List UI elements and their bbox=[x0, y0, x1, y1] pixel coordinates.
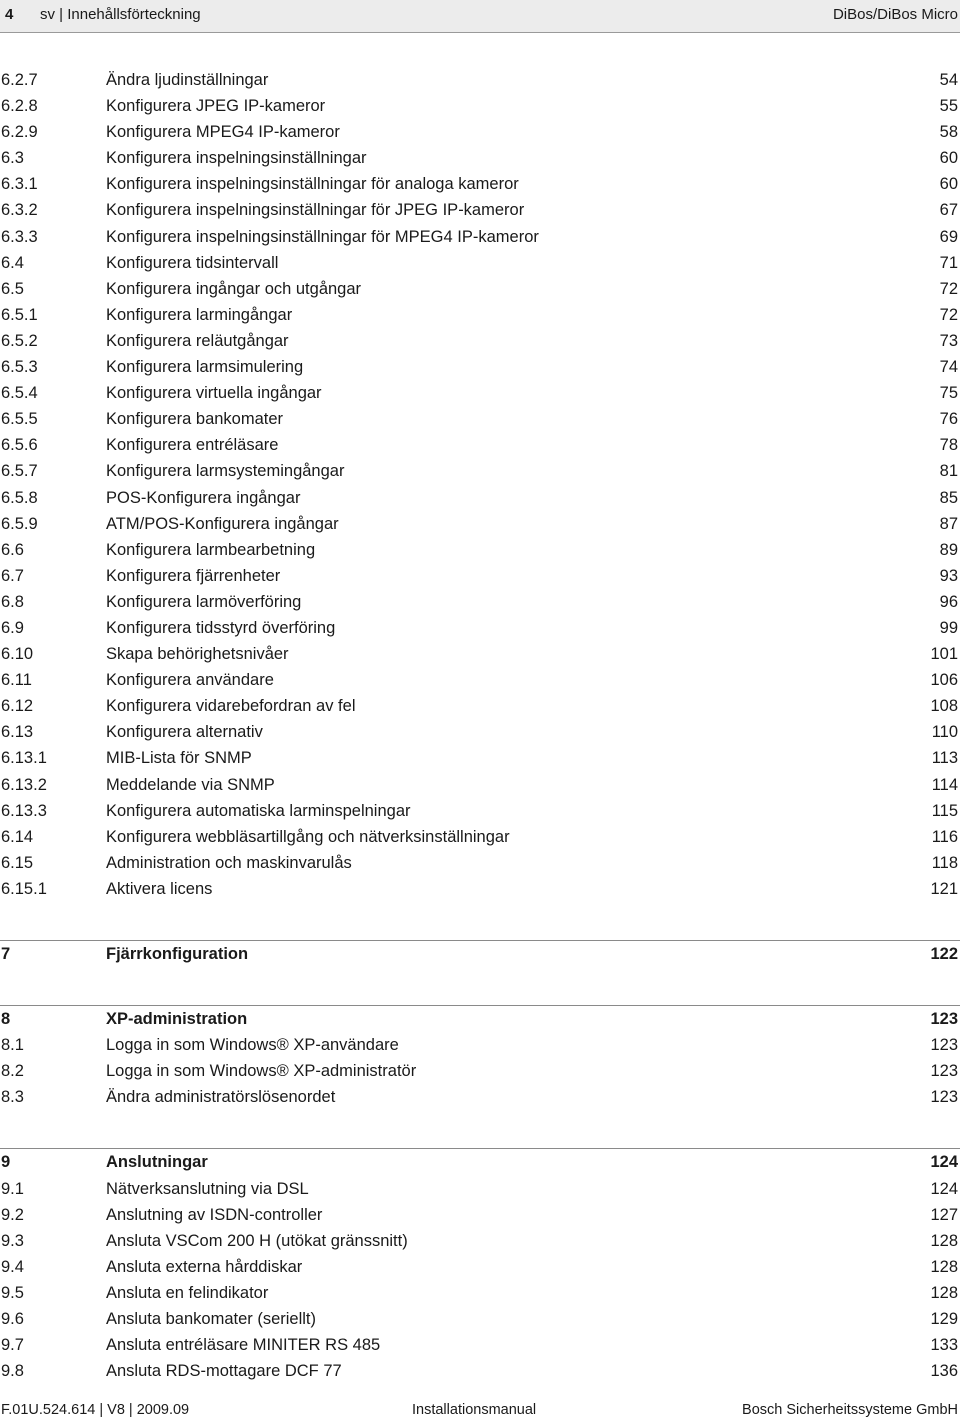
toc-entry-number: 6.2.9 bbox=[1, 123, 38, 142]
footer-company: Bosch Sicherheitssysteme GmbH bbox=[742, 1402, 958, 1418]
toc-row[interactable] bbox=[0, 1254, 960, 1280]
toc-entry-page: 121 bbox=[930, 879, 958, 898]
toc-row[interactable] bbox=[0, 537, 960, 563]
toc-entry-title: Konfigurera larmsimulering bbox=[106, 358, 304, 377]
toc-entry-number: 9.2 bbox=[1, 1205, 24, 1224]
toc-entry-title: Konfigurera larmbearbetning bbox=[106, 540, 316, 559]
toc-entry-page: 116 bbox=[931, 827, 958, 846]
toc-row[interactable] bbox=[0, 354, 960, 380]
toc-entry-page: 115 bbox=[931, 801, 958, 820]
toc-row[interactable] bbox=[0, 824, 960, 850]
toc-row[interactable] bbox=[0, 485, 960, 511]
toc-entry-title: Konfigurera bankomater bbox=[106, 410, 284, 429]
section-title: sv | Innehållsförteckning bbox=[40, 6, 201, 23]
toc-entry-number: 9.4 bbox=[1, 1257, 24, 1276]
toc-entry-title: Konfigurera automatiska larminspelningar bbox=[106, 801, 411, 820]
toc-entry-page: 76 bbox=[939, 410, 958, 429]
toc-entry-number: 6.7 bbox=[1, 566, 24, 585]
toc-entry-title: Konfigurera vidarebefordran av fel bbox=[106, 697, 356, 716]
toc-entry-title: MIB-Lista för SNMP bbox=[106, 749, 252, 768]
toc-entry-number: 6.13.2 bbox=[1, 775, 47, 794]
toc-entry-number: 6.14 bbox=[1, 827, 34, 846]
toc-entry-page: 75 bbox=[939, 384, 958, 403]
toc-row[interactable] bbox=[0, 615, 960, 641]
toc-entry-number: 6.5.6 bbox=[1, 436, 38, 455]
toc-entry-page: 58 bbox=[939, 123, 958, 142]
toc-row[interactable] bbox=[0, 1032, 960, 1058]
toc-entry-number: 6.5 bbox=[1, 279, 24, 298]
toc-row[interactable] bbox=[0, 432, 960, 458]
toc-entry-title: Konfigurera larmingångar bbox=[106, 305, 293, 324]
toc-row[interactable] bbox=[0, 119, 960, 145]
toc-entry-number: 8 bbox=[1, 1010, 11, 1029]
toc-row[interactable] bbox=[0, 1058, 960, 1084]
toc-entry-title: ATM/POS-Konfigurera ingångar bbox=[106, 514, 339, 533]
toc-entry-title: Konfigurera larmöverföring bbox=[106, 592, 302, 611]
toc-entry-title: Skapa behörighetsnivåer bbox=[106, 645, 289, 664]
toc-row[interactable] bbox=[0, 1176, 960, 1202]
toc-entry-title: Administration och maskinvarulås bbox=[106, 853, 352, 872]
toc-entry-title: POS-Konfigurera ingångar bbox=[106, 488, 301, 507]
toc-entry-page: 78 bbox=[939, 436, 958, 455]
toc-entry-page: 133 bbox=[930, 1336, 958, 1355]
toc-entry-page: 123 bbox=[930, 1036, 958, 1055]
toc-row[interactable] bbox=[0, 1358, 960, 1384]
toc-row[interactable] bbox=[0, 145, 960, 171]
toc-entry-title: Anslutning av ISDN-controller bbox=[106, 1205, 323, 1224]
toc-entry-page: 55 bbox=[939, 97, 958, 116]
toc-entry-number: 6.3.3 bbox=[1, 227, 38, 246]
toc-entry-title: Anslutningar bbox=[106, 1153, 208, 1172]
toc-row[interactable] bbox=[0, 876, 960, 902]
toc-entry-number: 6.5.9 bbox=[1, 514, 38, 533]
toc-row[interactable] bbox=[0, 250, 960, 276]
toc-row[interactable] bbox=[0, 589, 960, 615]
toc-chapter-row[interactable] bbox=[0, 940, 960, 967]
toc-entry-title: Konfigurera alternativ bbox=[106, 723, 263, 742]
toc-entry-title: Konfigurera användare bbox=[106, 671, 274, 690]
toc-entry-page: 114 bbox=[931, 775, 958, 794]
toc-entry-page: 128 bbox=[930, 1257, 958, 1276]
toc-row[interactable] bbox=[0, 171, 960, 197]
toc-entry-number: 6.8 bbox=[1, 592, 24, 611]
toc-entry-page: 110 bbox=[931, 723, 958, 742]
toc-entry-page: 67 bbox=[939, 201, 958, 220]
toc-row[interactable] bbox=[0, 328, 960, 354]
toc-entry-number: 9.3 bbox=[1, 1231, 24, 1250]
toc-entry-page: 101 bbox=[930, 645, 958, 664]
toc-entry-title: Meddelande via SNMP bbox=[106, 775, 275, 794]
toc-row[interactable] bbox=[0, 1228, 960, 1254]
toc-entry-number: 6.13 bbox=[1, 723, 34, 742]
toc-entry-page: 106 bbox=[930, 671, 958, 690]
toc-entry-page: 93 bbox=[939, 566, 958, 585]
toc-row[interactable] bbox=[0, 563, 960, 589]
toc-row[interactable] bbox=[0, 67, 960, 93]
page-header bbox=[0, 0, 960, 33]
toc-entry-title: Ansluta RDS-mottagare DCF 77 bbox=[106, 1362, 342, 1381]
table-of-contents bbox=[0, 67, 960, 1384]
toc-entry-title: Konfigurera webbläsartillgång och nätverksinställningar bbox=[106, 827, 510, 846]
toc-entry-number: 6.13.1 bbox=[1, 749, 47, 768]
toc-entry-number: 9.8 bbox=[1, 1362, 24, 1381]
toc-entry-page: 74 bbox=[939, 358, 958, 377]
toc-entry-title: Konfigurera entréläsare bbox=[106, 436, 279, 455]
toc-entry-number: 9 bbox=[1, 1153, 11, 1172]
toc-entry-title: Konfigurera reläutgångar bbox=[106, 331, 289, 350]
toc-entry-page: 73 bbox=[939, 331, 958, 350]
footer-doc-type: Installationsmanual bbox=[412, 1402, 537, 1418]
toc-row[interactable] bbox=[0, 224, 960, 250]
toc-entry-number: 6.5.1 bbox=[1, 305, 38, 324]
toc-entry-title: Ändra ljudinställningar bbox=[106, 71, 269, 89]
toc-entry-number: 6.10 bbox=[1, 645, 34, 664]
toc-entry-title: Ansluta externa hårddiskar bbox=[106, 1257, 303, 1276]
toc-entry-number: 6.13.3 bbox=[1, 801, 47, 820]
toc-row[interactable] bbox=[0, 458, 960, 484]
toc-entry-number: 6.2.7 bbox=[1, 71, 38, 89]
toc-row[interactable] bbox=[0, 667, 960, 693]
footer-doc-id: F.01U.524.614 | V8 | 2009.09 bbox=[1, 1402, 190, 1418]
toc-entry-title: Konfigurera virtuella ingångar bbox=[106, 384, 322, 403]
toc-entry-number: 7 bbox=[1, 945, 11, 963]
toc-entry-title: Konfigurera fjärrenheter bbox=[106, 566, 281, 585]
toc-row[interactable] bbox=[0, 641, 960, 667]
toc-entry-number: 6.15 bbox=[1, 853, 34, 872]
toc-entry-title: Ansluta bankomater (seriellt) bbox=[106, 1310, 317, 1329]
toc-row[interactable] bbox=[0, 772, 960, 798]
toc-entry-number: 9.1 bbox=[1, 1179, 24, 1198]
toc-entry-number: 8.1 bbox=[1, 1036, 24, 1055]
toc-row[interactable] bbox=[0, 719, 960, 745]
toc-entry-page: 128 bbox=[930, 1283, 958, 1302]
toc-entry-number: 6.5.7 bbox=[1, 462, 38, 481]
toc-entry-page: 124 bbox=[930, 1179, 958, 1198]
toc-entry-number: 9.5 bbox=[1, 1283, 24, 1302]
toc-row[interactable] bbox=[0, 276, 960, 302]
toc-entry-page: 123 bbox=[930, 1062, 958, 1081]
toc-row[interactable] bbox=[0, 380, 960, 406]
toc-entry-number: 6.11 bbox=[1, 671, 32, 690]
toc-entry-page: 118 bbox=[931, 853, 958, 872]
toc-row[interactable] bbox=[0, 406, 960, 432]
toc-entry-page: 113 bbox=[931, 749, 958, 768]
toc-row[interactable] bbox=[0, 1306, 960, 1332]
toc-entry-number: 6.9 bbox=[1, 618, 24, 637]
toc-entry-page: 129 bbox=[930, 1310, 958, 1329]
toc-entry-number: 6.3.2 bbox=[1, 201, 38, 220]
toc-row[interactable] bbox=[0, 197, 960, 223]
toc-chapter-row[interactable] bbox=[0, 1148, 960, 1175]
toc-row[interactable] bbox=[0, 302, 960, 328]
toc-entry-number: 6.6 bbox=[1, 540, 24, 559]
toc-entry-number: 6.4 bbox=[1, 253, 24, 272]
toc-entry-title: Nätverksanslutning via DSL bbox=[106, 1179, 309, 1198]
toc-entry-page: 122 bbox=[930, 945, 958, 963]
toc-entry-page: 136 bbox=[930, 1362, 958, 1381]
toc-row[interactable] bbox=[0, 1280, 960, 1306]
toc-entry-title: Konfigurera MPEG4 IP-kameror bbox=[106, 123, 340, 142]
toc-entry-page: 60 bbox=[939, 149, 958, 168]
toc-entry-number: 6.5.8 bbox=[1, 488, 38, 507]
toc-entry-title: Logga in som Windows® XP-administratör bbox=[106, 1062, 417, 1081]
toc-entry-page: 128 bbox=[930, 1231, 958, 1250]
toc-entry-title: Konfigurera inspelningsinställningar för MPEG4 IP-kameror bbox=[106, 227, 539, 246]
toc-entry-title: Logga in som Windows® XP-användare bbox=[106, 1036, 399, 1055]
toc-entry-number: 9.7 bbox=[1, 1336, 24, 1355]
toc-entry-page: 96 bbox=[939, 592, 958, 611]
toc-entry-title: Ändra administratörslösenordet bbox=[106, 1088, 336, 1107]
toc-entry-page: 89 bbox=[939, 540, 958, 559]
toc-entry-title: Aktivera licens bbox=[106, 879, 213, 898]
toc-entry-page: 85 bbox=[939, 488, 958, 507]
toc-entry-page: 87 bbox=[939, 514, 958, 533]
toc-entry-title: Konfigurera tidsstyrd överföring bbox=[106, 618, 336, 637]
toc-entry-title: Konfigurera ingångar och utgångar bbox=[106, 279, 362, 298]
toc-row[interactable] bbox=[0, 798, 960, 824]
toc-entry-number: 6.5.3 bbox=[1, 358, 38, 377]
toc-entry-number: 6.5.2 bbox=[1, 331, 38, 350]
toc-entry-title: Konfigurera larmsystemingångar bbox=[106, 462, 345, 481]
toc-entry-page: 60 bbox=[939, 175, 958, 194]
toc-entry-page: 72 bbox=[939, 305, 958, 324]
toc-row[interactable] bbox=[0, 850, 960, 876]
toc-row[interactable] bbox=[0, 745, 960, 771]
toc-entry-title: Ansluta entréläsare MINITER RS 485 bbox=[106, 1336, 381, 1355]
toc-entry-page: 81 bbox=[939, 462, 958, 481]
toc-entry-number: 6.5.5 bbox=[1, 410, 38, 429]
toc-entry-number: 6.12 bbox=[1, 697, 34, 716]
product-name: DiBos/DiBos Micro bbox=[832, 6, 958, 23]
toc-entry-page: 69 bbox=[939, 227, 958, 246]
toc-row[interactable] bbox=[0, 693, 960, 719]
toc-entry-number: 6.5.4 bbox=[1, 384, 38, 403]
toc-entry-page: 124 bbox=[930, 1153, 958, 1172]
toc-entry-title: Konfigurera inspelningsinställningar för analoga kameror bbox=[106, 175, 519, 194]
toc-entry-page: 123 bbox=[930, 1088, 958, 1107]
toc-entry-page: 99 bbox=[939, 618, 958, 637]
toc-entry-title: Konfigurera inspelningsinställningar för JPEG IP-kameror bbox=[106, 201, 525, 220]
toc-entry-title: XP-administration bbox=[106, 1010, 248, 1029]
toc-row[interactable] bbox=[0, 1084, 960, 1110]
toc-chapter-row[interactable] bbox=[0, 1005, 960, 1032]
toc-entry-title: Konfigurera JPEG IP-kameror bbox=[106, 97, 326, 116]
toc-entry-title: Konfigurera tidsintervall bbox=[106, 253, 279, 272]
toc-entry-page: 127 bbox=[930, 1205, 958, 1224]
toc-entry-number: 8.2 bbox=[1, 1062, 24, 1081]
toc-entry-number: 6.3 bbox=[1, 149, 24, 168]
toc-entry-number: 8.3 bbox=[1, 1088, 24, 1107]
toc-entry-title: Ansluta VSCom 200 H (utökat gränssnitt) bbox=[106, 1231, 408, 1250]
toc-row[interactable] bbox=[0, 1202, 960, 1228]
toc-entry-number: 9.6 bbox=[1, 1310, 24, 1329]
toc-row[interactable] bbox=[0, 1332, 960, 1358]
toc-row[interactable] bbox=[0, 93, 960, 119]
toc-entry-page: 54 bbox=[939, 71, 958, 89]
toc-entry-page: 71 bbox=[939, 253, 958, 272]
toc-entry-number: 6.2.8 bbox=[1, 97, 38, 116]
toc-entry-page: 123 bbox=[930, 1010, 958, 1029]
toc-entry-number: 6.15.1 bbox=[1, 879, 47, 898]
toc-entry-title: Ansluta en felindikator bbox=[106, 1283, 269, 1302]
toc-entry-page: 108 bbox=[930, 697, 958, 716]
page-number: 4 bbox=[5, 6, 14, 23]
toc-entry-title: Konfigurera inspelningsinställningar bbox=[106, 149, 367, 168]
toc-row[interactable] bbox=[0, 511, 960, 537]
page-footer bbox=[0, 1400, 960, 1420]
toc-entry-page: 72 bbox=[939, 279, 958, 298]
toc-entry-number: 6.3.1 bbox=[1, 175, 38, 194]
toc-entry-title: Fjärrkonfiguration bbox=[106, 945, 249, 963]
